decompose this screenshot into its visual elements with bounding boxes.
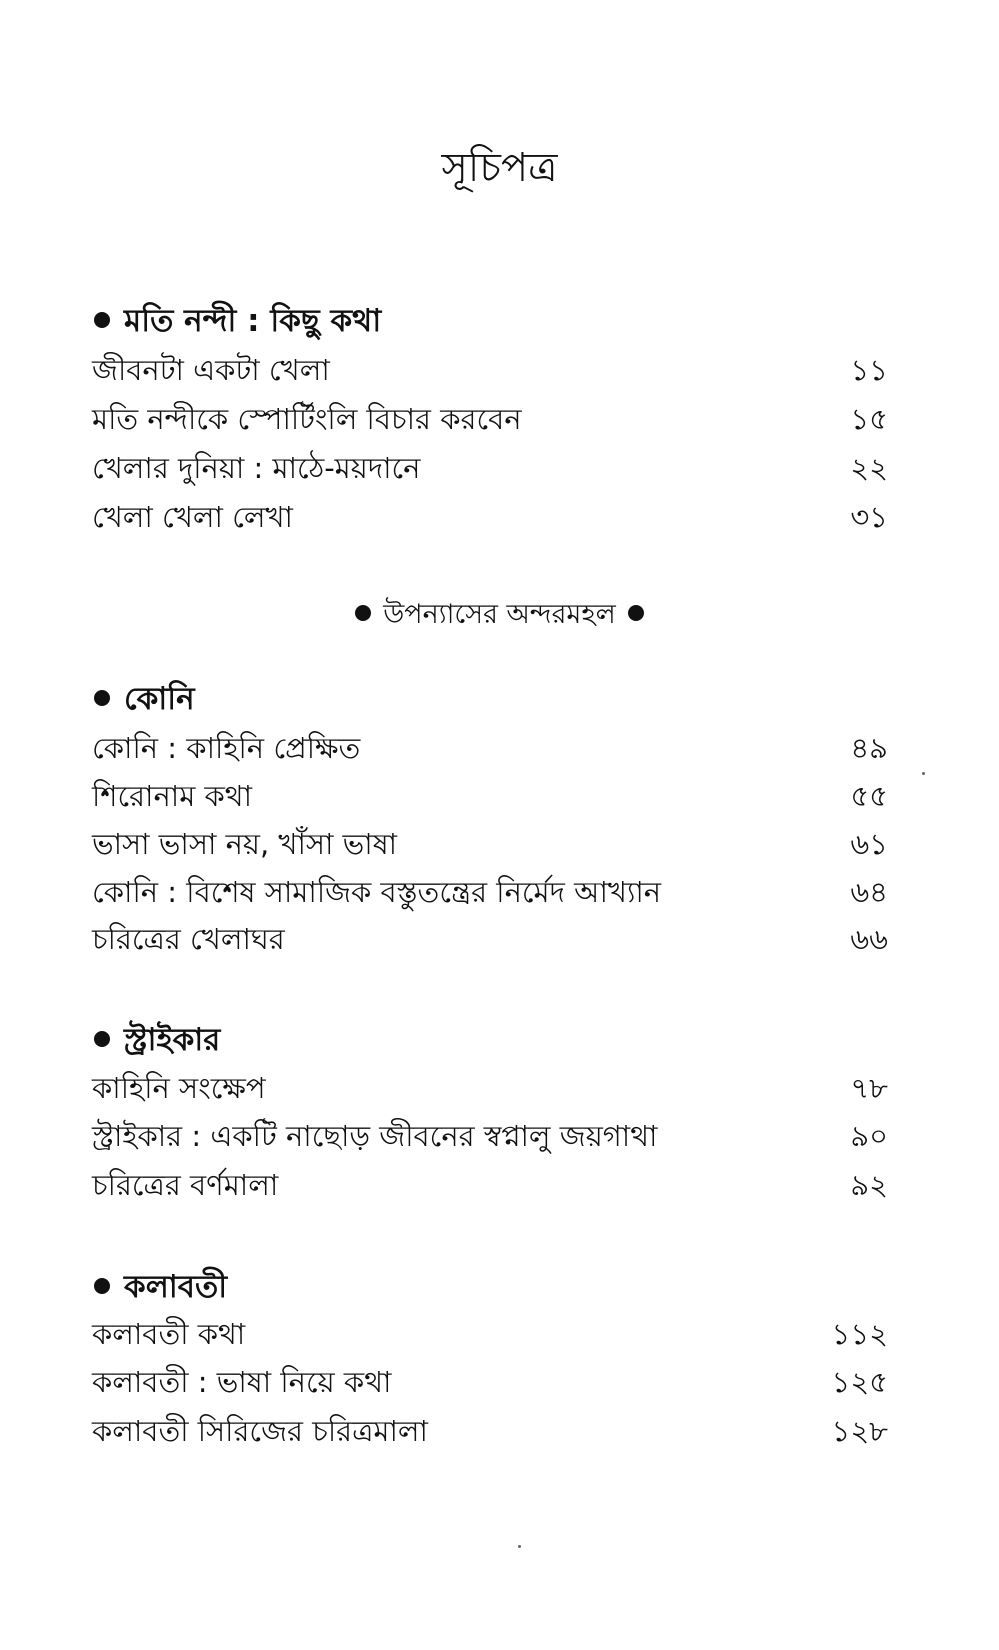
toc-entry-title: খেলা খেলা লেখা [92, 500, 293, 534]
scan-speck [518, 1545, 521, 1548]
toc-entry-page: ৯২ [850, 1168, 888, 1202]
toc-entry-title: কলাবতী : ভাষা নিয়ে কথা [92, 1365, 392, 1399]
section-heading-koni [94, 677, 195, 721]
section-heading-label: স্ট্রাইকার [124, 1022, 221, 1058]
section-heading-kalabati [94, 1265, 227, 1309]
toc-entry[interactable] [92, 346, 888, 394]
toc-entry[interactable] [92, 444, 888, 492]
toc-entry-title: ভাসা ভাসা নয়, খাঁসা ভাষা [92, 827, 398, 861]
toc-entry[interactable] [92, 772, 888, 820]
toc-entry-title: কোনি : বিশেষ সামাজিক বস্তুতন্ত্রের নির্মেদ আখ্যান [92, 875, 662, 909]
toc-entry-page: ১২৮ [831, 1414, 888, 1448]
toc-entry-page: ৬৬ [850, 922, 888, 956]
toc-entry-page: ৩১ [850, 500, 888, 534]
toc-entry[interactable] [92, 1064, 888, 1112]
section-heading-moti-nandi [94, 299, 381, 343]
part-heading [0, 593, 999, 637]
bullet-icon [355, 605, 371, 621]
toc-entry-title: কলাবতী সিরিজের চরিত্রমালা [92, 1414, 428, 1448]
toc-entry-title: কাহিনি সংক্ষেপ [92, 1071, 266, 1105]
part-heading-label: উপন্যাসের অন্দরমহল [383, 599, 616, 630]
toc-entry-title: চরিত্রের খেলাঘর [92, 922, 285, 956]
bullet-icon [94, 690, 110, 706]
toc-entry[interactable] [92, 1161, 888, 1209]
toc-entry[interactable] [92, 820, 888, 868]
toc-entry-title: স্ট্রাইকার : একটি নাছোড় জীবনের স্বপ্নালু জয়গাথা [92, 1119, 658, 1153]
toc-entry-title: শিরোনাম কথা [92, 779, 252, 813]
toc-entry-page: ৭৮ [850, 1071, 888, 1105]
toc-entry-page: ১১২ [831, 1317, 888, 1351]
section-heading-striker [94, 1018, 220, 1062]
toc-entry[interactable] [92, 1358, 888, 1406]
toc-entry-page: ৯০ [850, 1119, 888, 1153]
toc-entry[interactable] [92, 915, 888, 963]
toc-entry-page: ৫৫ [850, 779, 888, 813]
toc-entry-page: ৬৪ [850, 875, 888, 909]
toc-entry-title: কোনি : কাহিনি প্রেক্ষিত [92, 731, 361, 765]
section-heading-label: মতি নন্দী : কিছু কথা [124, 303, 382, 339]
toc-entry[interactable] [92, 1310, 888, 1358]
bullet-icon [628, 605, 644, 621]
toc-entry-title: জীবনটা একটা খেলা [92, 353, 330, 387]
toc-entry[interactable] [92, 868, 888, 916]
toc-entry-title: কলাবতী কথা [92, 1317, 246, 1351]
section-heading-label: কোনি [124, 681, 195, 717]
toc-entry-page: ৪৯ [850, 731, 888, 765]
bullet-icon [94, 1278, 110, 1294]
toc-entry[interactable] [92, 1112, 888, 1160]
toc-entry[interactable] [92, 493, 888, 541]
page-title: সূচিপত্র [441, 145, 558, 191]
toc-entry[interactable] [92, 1407, 888, 1455]
toc-entry-page: ১১ [850, 353, 888, 387]
toc-entry[interactable] [92, 724, 888, 772]
toc-entry-page: ১২৫ [831, 1365, 888, 1399]
bullet-icon [94, 312, 110, 328]
toc-entry-page: ১৫ [850, 402, 888, 436]
toc-entry-page: ৬১ [850, 827, 888, 861]
toc-entry-title: মতি নন্দীকে স্পোর্টিংলি বিচার করবেন [92, 402, 522, 436]
toc-entry[interactable] [92, 395, 888, 443]
toc-entry-page: ২২ [850, 451, 888, 485]
toc-entry-title: খেলার দুনিয়া : মাঠে-ময়দানে [92, 451, 421, 485]
bullet-icon [94, 1031, 110, 1047]
scan-speck [922, 772, 925, 775]
section-heading-label: কলাবতী [124, 1269, 228, 1305]
toc-entry-title: চরিত্রের বর্ণমালা [92, 1168, 279, 1202]
